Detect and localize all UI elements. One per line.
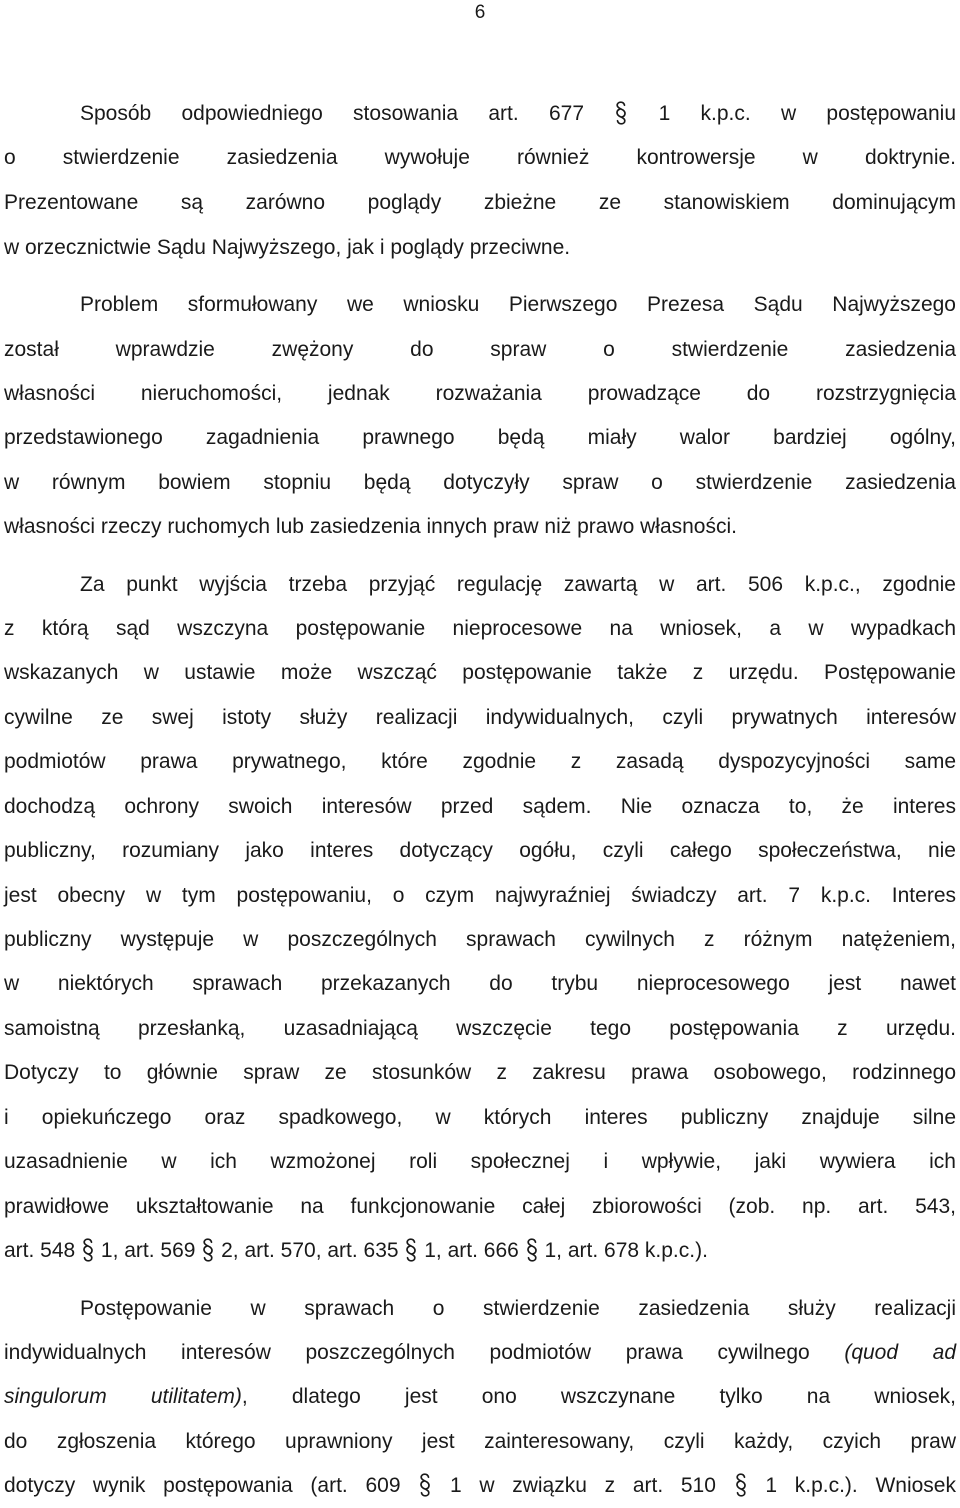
- section-sign-icon: [201, 1237, 215, 1263]
- paragraph-3-line: z którą sąd wszczyna postępowanie nieprocesowe na wniosek, a w wypadkach: [4, 617, 956, 640]
- section-sign-icon: [614, 100, 628, 126]
- paragraph-3-line: wskazanych w ustawie może wszcząć postępowanie także z urzędu. Postępowanie: [4, 661, 956, 684]
- paragraph-4-line: do zgłoszenia którego uprawniony jest zainteresowany, czyli każdy, czyich praw: [4, 1430, 956, 1453]
- page-number: 6: [474, 2, 486, 23]
- paragraph-3-line: Dotyczy to głównie spraw ze stosunków z zakresu prawa osobowego, rodzinnego: [4, 1061, 956, 1084]
- paragraph-2-line: Problem sformułowany we wniosku Pierwszego Prezesa Sądu Najwyższego: [80, 293, 956, 316]
- section-sign-icon: [81, 1237, 95, 1263]
- paragraph-4-line: singulorum utilitatem), dlatego jest ono wszczynane tylko na wniosek,: [4, 1385, 956, 1408]
- section-sign-icon: [734, 1472, 748, 1498]
- paragraph-2-line: własności rzeczy ruchomych lub zasiedzenia innych praw niż prawo własności.: [4, 515, 737, 538]
- paragraph-3-line: podmiotów prawa prywatnego, które zgodnie z zasadą dyspozycyjności same: [4, 750, 956, 773]
- paragraph-3-line: i opiekuńczego oraz spadkowego, w których interes publiczny znajduje silne: [4, 1106, 956, 1129]
- paragraph-1-line: Prezentowane są zarówno poglądy zbieżne ze stanowiskiem dominującym: [4, 191, 956, 214]
- paragraph-3-line: art. 548 1, art. 569 2, art. 570, art. 635 1, art. 666 1, art. 678 k.p.c.).: [4, 1239, 708, 1262]
- paragraph-3-line: samoistną przesłanką, uzasadniającą wszczęcie tego postępowania z urzędu.: [4, 1017, 956, 1040]
- section-sign-icon: [418, 1472, 432, 1498]
- paragraph-2-line: przedstawionego zagadnienia prawnego będą miały walor bardziej ogólny,: [4, 426, 956, 449]
- paragraph-1-line: Sposób odpowiedniego stosowania art. 677 1 k.p.c. w postępowaniu: [80, 102, 956, 125]
- paragraph-2-line: w równym bowiem stopniu będą dotyczyły spraw o stwierdzenie zasiedzenia: [4, 471, 956, 494]
- paragraph-3-line: prawidłowe ukształtowanie na funkcjonowanie całej zbiorowości (zob. np. art. 543,: [4, 1195, 956, 1218]
- paragraph-4-line: Postępowanie w sprawach o stwierdzenie zasiedzenia służy realizacji: [80, 1297, 956, 1320]
- section-sign-icon: [525, 1237, 539, 1263]
- paragraph-3-line: jest obecny w tym postępowaniu, o czym najwyraźniej świadczy art. 7 k.p.c. Interes: [4, 884, 956, 907]
- paragraph-3-line: uzasadnienie w ich wzmożonej roli społecznej i wpływie, jaki wywiera ich: [4, 1150, 956, 1173]
- paragraph-3-line: dochodzą ochrony swoich interesów przed sądem. Nie oznacza to, że interes: [4, 795, 956, 818]
- paragraph-3-line: Za punkt wyjścia trzeba przyjąć regulację zawartą w art. 506 k.p.c., zgodnie: [80, 573, 956, 596]
- paragraph-1-line: o stwierdzenie zasiedzenia wywołuje również kontrowersje w doktrynie.: [4, 146, 956, 169]
- paragraph-3-line: cywilne ze swej istoty służy realizacji indywidualnych, czyli prywatnych interesów: [4, 706, 956, 729]
- paragraph-2-line: został wprawdzie zwężony do spraw o stwierdzenie zasiedzenia: [4, 338, 956, 361]
- paragraph-3-line: publiczny występuje w poszczególnych sprawach cywilnych z różnym natężeniem,: [4, 928, 956, 951]
- paragraph-3-line: w niektórych sprawach przekazanych do trybu nieprocesowego jest nawet: [4, 972, 956, 995]
- section-sign-icon: [404, 1237, 418, 1263]
- paragraph-2-line: własności nieruchomości, jednak rozważania prowadzące do rozstrzygnięcia: [4, 382, 956, 405]
- paragraph-1-line: w orzecznictwie Sądu Najwyższego, jak i poglądy przeciwne.: [4, 236, 571, 259]
- paragraph-4-line: dotyczy wynik postępowania (art. 609 1 w związku z art. 510 1 k.p.c.). Wniosek: [4, 1474, 956, 1497]
- paragraph-3-line: publiczny, rozumiany jako interes dotyczący ogółu, czyli całego społeczeństwa, nie: [4, 839, 956, 862]
- paragraph-4-line: indywidualnych interesów poszczególnych podmiotów prawa cywilnego (quod ad: [4, 1341, 957, 1364]
